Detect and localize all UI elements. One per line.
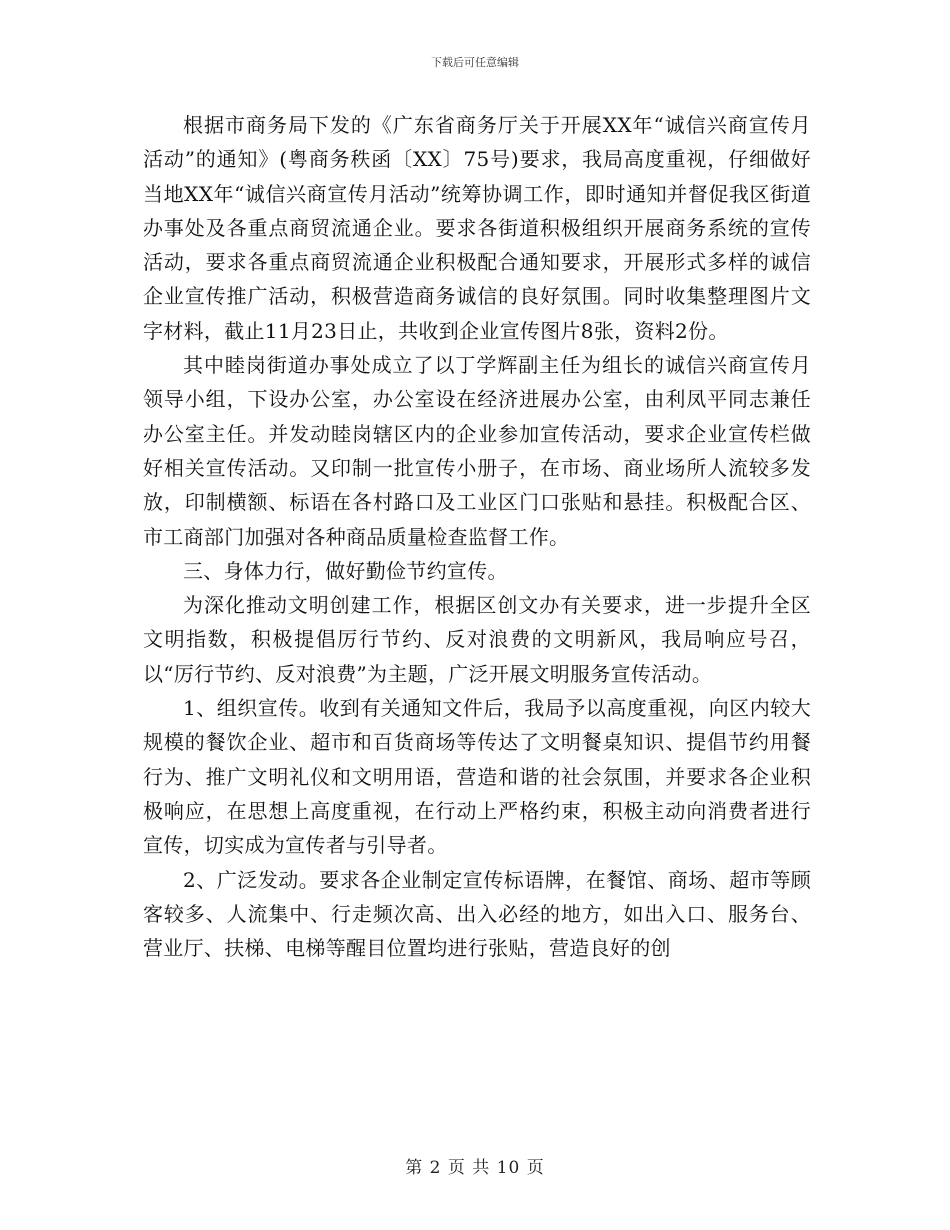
paragraph-6: 2、广泛发动。要求各企业制定宣传标语牌，在餐馆、商场、超市等顾客较多、人流集中、行走频次高、出入必经的地方，如出入口、服务台、营业厅、扶梯、电梯等醒目位置均进行张贴，营造良好的创 [143,867,811,961]
paragraph-1: 根据市商务局下发的《广东省商务厅关于开展XX年“诚信兴商宣传月活动”的通知》(粤商务秩函〔XX〕75号)要求，我局高度重视，仔细做好当地XX年“诚信兴商宣传月活动”统筹协调工作，即时通知并督促我区街道办事处及各重点商贸流通企业。要求各街道积极组织开展商务系统的宣传活动，要求各重点商贸流通企业积极配合通知要求，开展形式多样的诚信企业宣传推广活动，积极营造商务诚信的良好氛围。同时收集整理图片文字材料，截止11月23日止，共收到企业宣传图片8张，资料2份。 [143,113,811,343]
section-heading-3: 三、身体力行，做好勤俭节约宣传。 [183,558,508,583]
page-number: 第 2 页 共 10 页 [405,1158,545,1178]
paragraph-5: 1、组织宣传。收到有关通知文件后，我局予以高度重视，向区内较大规模的餐饮企业、超市和百货商场等传达了文明餐桌知识、提倡节约用餐行为、推广文明礼仪和文明用语，营造和谐的社会氛围，并要求各企业积极响应，在思想上高度重视，在行动上严格约束，积极主动向消费者进行宣传，切实成为宣传者与引导者。 [143,696,811,858]
document-body [143,108,811,965]
paragraph-4: 为深化推动文明创建工作，根据区创文办有关要求，进一步提升全区文明指数，积极提倡厉行节约、反对浪费的文明新风，我局响应号召，以“厉行节约、反对浪费”为主题，广泛开展文明服务宣传活动。 [143,593,811,686]
paragraph-2: 其中睦岗街道办事处成立了以丁学辉副主任为组长的诚信兴商宣传月领导小组，下设办公室，办公室设在经济进展办公室，由利凤平同志兼任办公室主任。并发动睦岗辖区内的企业参加宣传活动，要求企业宣传栏做好相关宣传活动。又印制一批宣传小册子，在市场、商业场所人流较多发放，印制横额、标语在各村路口及工业区门口张贴和悬挂。积极配合区、市工商部门加强对各种商品质量检查监督工作。 [143,353,811,549]
page-header: 下载后可任意编辑 [431,56,519,69]
